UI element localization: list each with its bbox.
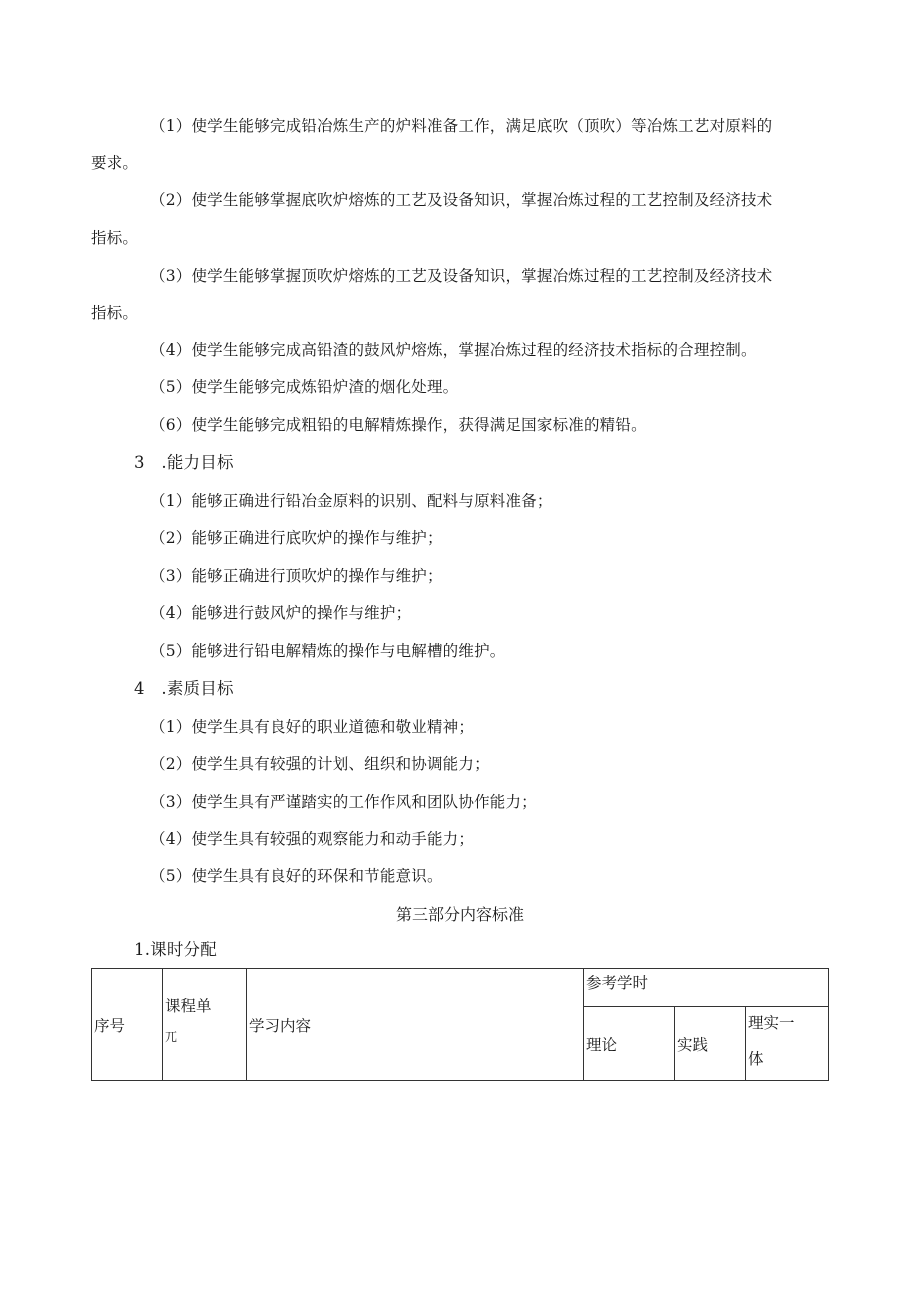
ability-heading: 3 .能力目标 <box>134 453 234 472</box>
header-unit-line2: 兀 <box>165 1030 178 1044</box>
hours-subheading: 1.课时分配 <box>134 940 217 959</box>
header-integrated-line1: 理实一 <box>748 1013 795 1032</box>
header-unit-line1: 课程单 <box>165 997 212 1015</box>
knowledge-item-4: （4）使学生能够完成高铅渣的鼓风炉熔炼，掌握冶炼过程的经济技术指标的合理控制。 <box>150 341 757 359</box>
header-hours: 参考学时 <box>584 969 829 1007</box>
knowledge-item-6: （6）使学生能够完成粗铅的电解精炼操作，获得满足国家标准的精铅。 <box>150 416 647 434</box>
quality-item-4: （4）使学生具有较强的观察能力和动手能力； <box>150 830 475 848</box>
header-integrated-line2: 体 <box>748 1049 764 1068</box>
knowledge-item-1-line2: 要求。 <box>91 154 139 172</box>
ability-item-2: （2）能够正确进行底吹炉的操作与维护； <box>150 529 443 547</box>
knowledge-item-2-line2: 指标。 <box>91 229 139 247</box>
knowledge-item-3-line2: 指标。 <box>91 304 139 322</box>
knowledge-item-3-line1: （3）使学生能够掌握顶吹炉熔炼的工艺及设备知识，掌握冶炼过程的工艺控制及经济技术 <box>150 267 773 285</box>
header-content: 学习内容 <box>247 969 584 1081</box>
quality-heading: 4 .素质目标 <box>134 679 234 698</box>
header-theory: 理论 <box>584 1007 675 1081</box>
header-practice: 实践 <box>675 1007 746 1081</box>
ability-item-4: （4）能够进行鼓风炉的操作与维护； <box>150 604 412 622</box>
header-index: 序号 <box>92 969 163 1081</box>
quality-item-1: （1）使学生具有良好的职业道德和敬业精神； <box>150 718 475 736</box>
quality-item-2: （2）使学生具有较强的计划、组织和协调能力； <box>150 755 490 773</box>
hours-table <box>91 968 829 1081</box>
ability-item-3: （3）能够正确进行顶吹炉的操作与维护； <box>150 567 443 585</box>
ability-item-5: （5）能够进行铅电解精炼的操作与电解槽的维护。 <box>150 642 506 660</box>
knowledge-item-5: （5）使学生能够完成炼铅炉渣的烟化处理。 <box>150 378 459 396</box>
knowledge-item-2-line1: （2）使学生能够掌握底吹炉熔炼的工艺及设备知识，掌握冶炼过程的工艺控制及经济技术 <box>150 191 773 209</box>
quality-item-3: （3）使学生具有严谨踏实的工作作风和团队协作能力； <box>150 793 537 811</box>
header-unit <box>163 969 247 1081</box>
section-title: 第三部分内容标准 <box>395 905 524 924</box>
quality-item-5: （5）使学生具有良好的环保和节能意识。 <box>150 867 443 885</box>
knowledge-item-1-line1: （1）使学生能够完成铅冶炼生产的炉料准备工作，满足底吹（顶吹）等冶炼工艺对原料的 <box>150 117 773 135</box>
ability-item-1: （1）能够正确进行铅冶金原料的识别、配料与原料准备； <box>150 492 553 510</box>
header-integrated <box>746 1007 829 1081</box>
